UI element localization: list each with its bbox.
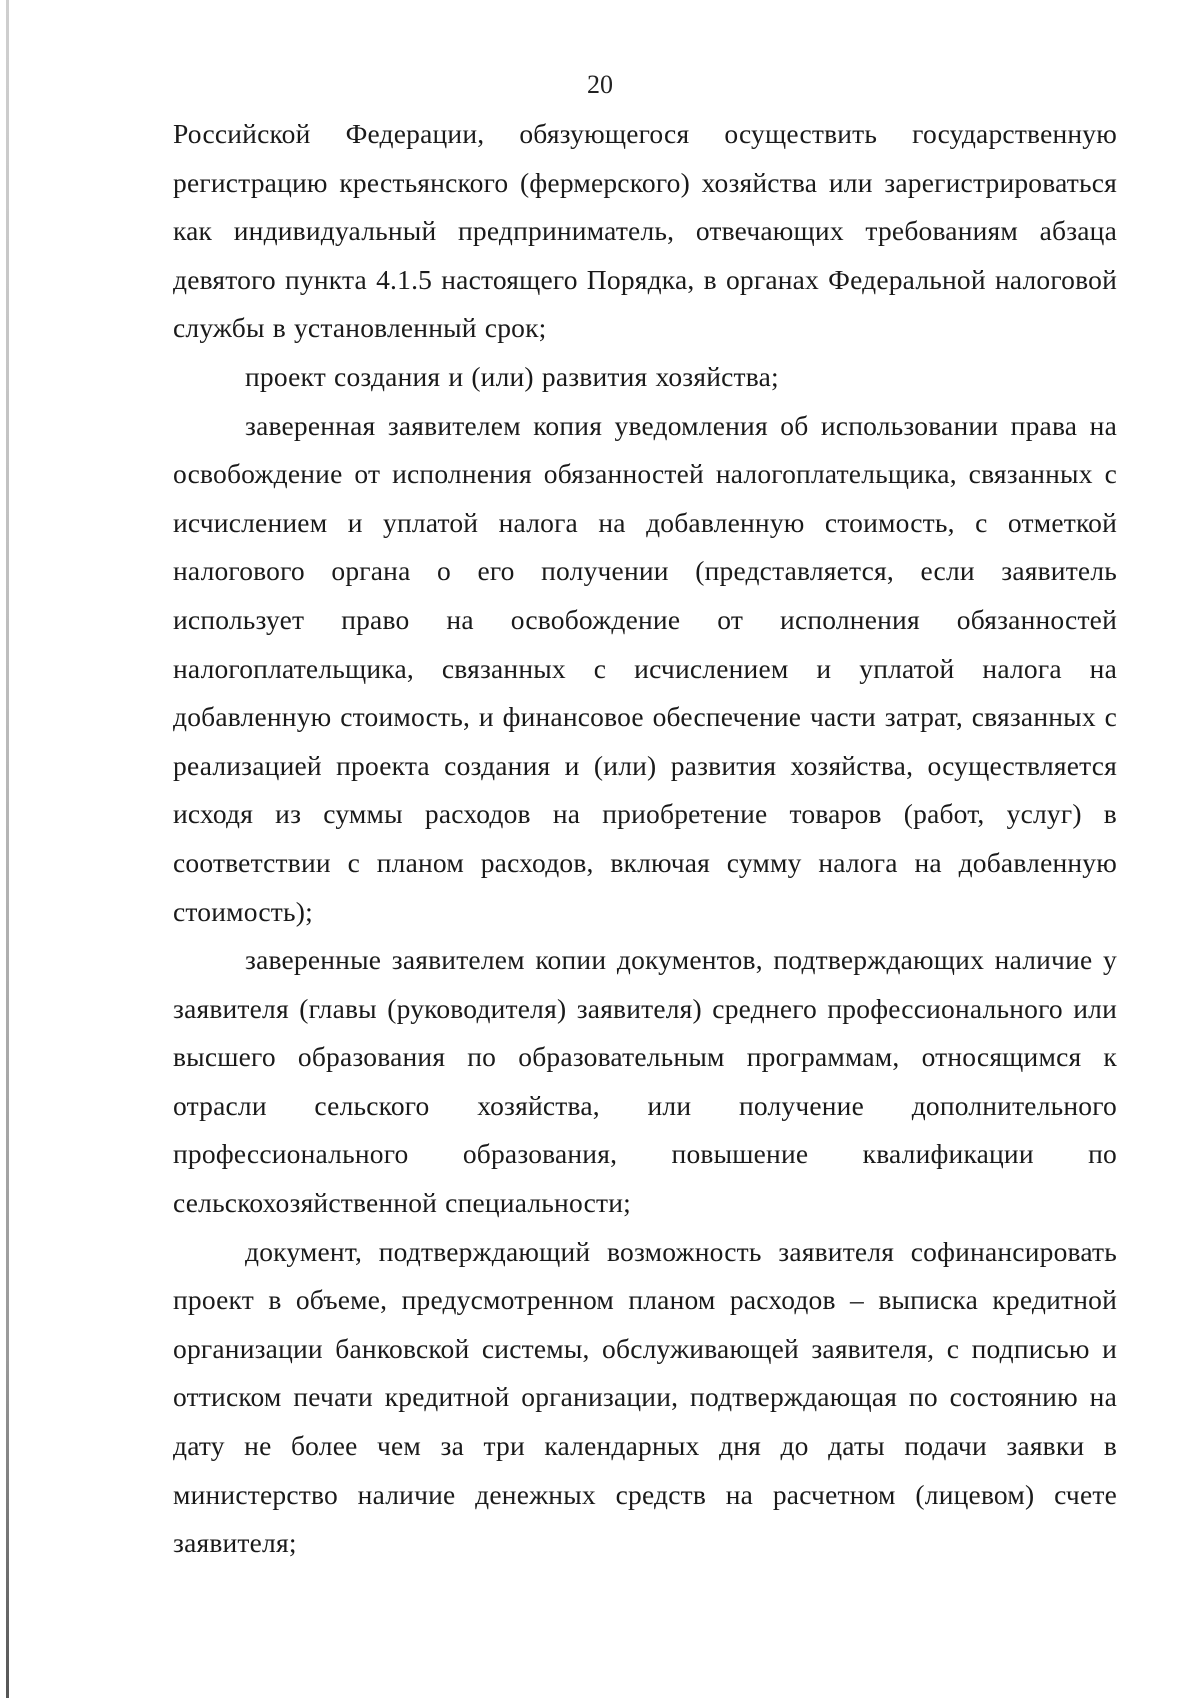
- paragraph-vat-notice: заверенная заявителем копия уведомления об использовании права на освобождение от исполнения обязанностей налогоплательщика, связанных с исчислением и уплатой налога на добавленную стоимость, с отметкой налогового органа о его получении (представляется, если заявитель использует право на освобождение от исполнения обязанностей налогоплательщика, связанных с исчислением и уплатой налога на добавленную стоимость, и финансовое обеспечение части затрат, связанных с реализацией проекта создания и (или) развития хозяйства, осуществляется исходя из суммы расходов на приобретение товаров (работ, услуг) в соответствии с планом расходов, включая сумму налога на добавленную стоимость);: [173, 409, 1117, 927]
- paragraph-education-docs: заверенные заявителем копии документов, подтверждающих наличие у заявителя (главы (руководителя) заявителя) среднего профессионального или высшего образования по образовательным программам, относящимся к отрасли сельского хозяйства, или получение дополнительного профессионального образования, повышение квалификации по сельскохозяйственной специальности;: [173, 944, 1117, 1219]
- scan-edge-shadow: [6, 0, 9, 1698]
- paragraph-continuation: Российской Федерации, обязующегося осуществить государственную регистрацию крестьянского (фермерского) хозяйства или зарегистрироваться как индивидуальный предприниматель, отвечающих требованиям абзаца девятого пункта 4.1.5 настоящего Порядка, в органах Федеральной налоговой службы в установленный срок;: [173, 118, 1117, 344]
- document-body: [173, 110, 1117, 1568]
- paragraph-project: проект создания и (или) развития хозяйства;: [245, 360, 779, 392]
- page-number: 20: [587, 70, 613, 99]
- paragraph-cofinancing-doc: документ, подтверждающий возможность заявителя софинансировать проект в объеме, предусмотренном планом расходов – выписка кредитной организации банковской системы, обслуживающей заявителя, с подписью и оттиском печати кредитной организации, подтверждающая по состоянию на дату не более чем за три календарных дня до даты подачи заявки в министерство наличие денежных средств на расчетном (лицевом) счете заявителя;: [173, 1235, 1117, 1559]
